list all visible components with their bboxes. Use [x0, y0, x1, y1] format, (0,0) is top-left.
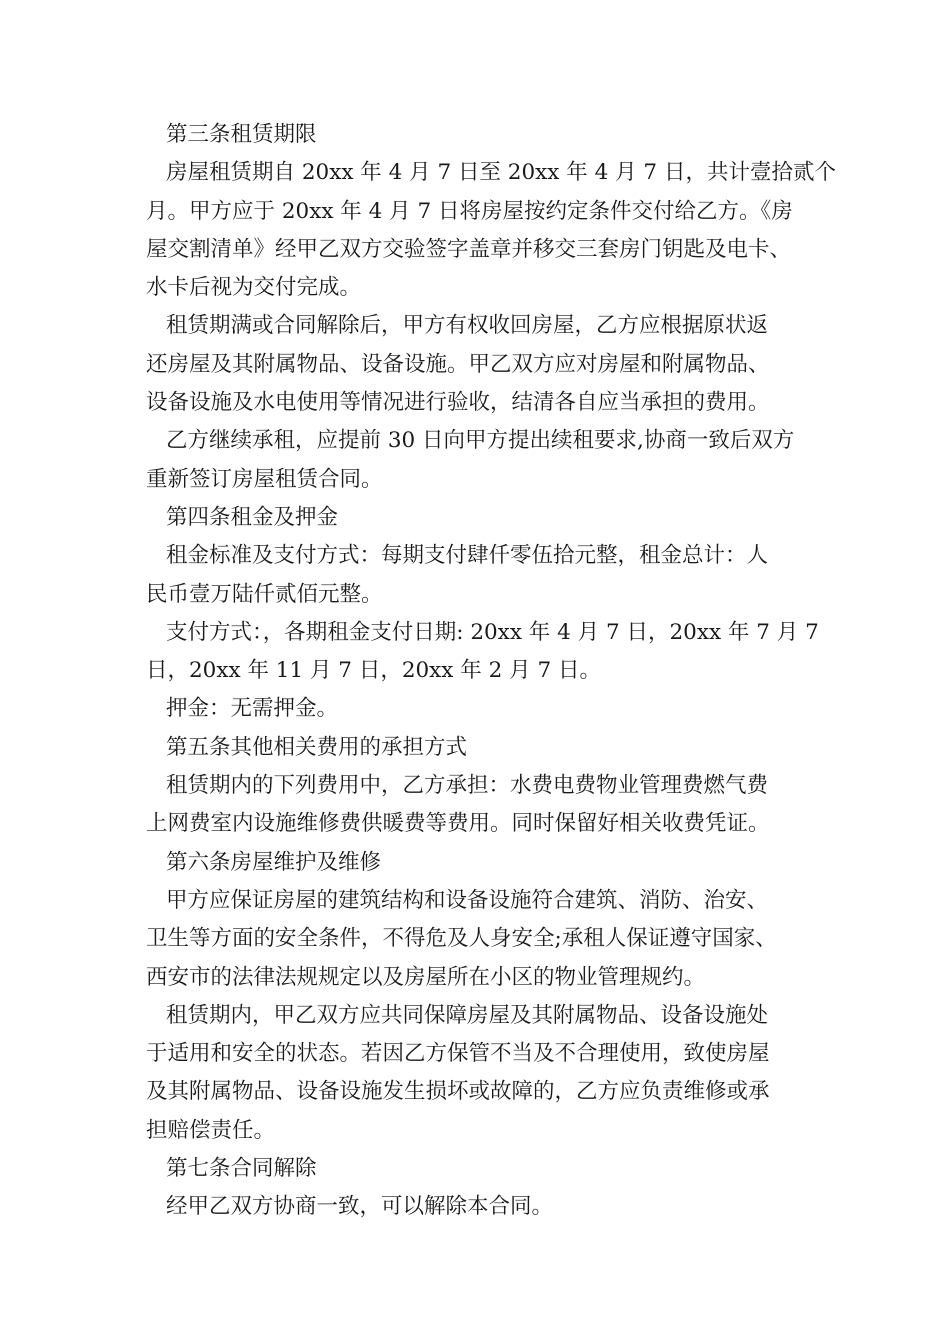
text-line: 西安市的法律法规规定以及房屋所在小区的物业管理规约。: [146, 964, 706, 990]
text-line: 设备设施及水电使用等情况进行验收，结清各自应当承担的费用。: [146, 390, 770, 416]
text-line: 民币壹万陆仟贰佰元整。: [146, 581, 383, 607]
section-heading: 第七条合同解除: [166, 1156, 317, 1182]
section-heading: 第五条其他相关费用的承担方式: [166, 734, 468, 760]
text-line: 经甲乙双方协商一致，可以解除本合同。: [166, 1194, 554, 1220]
text-line: 房屋租赁期自 20xx 年 4 月 7 日至 20xx 年 4 月 7 日，共计壹拾贰个: [166, 160, 836, 186]
text-line: 水卡后视为交付完成。: [146, 275, 362, 301]
text-line: 还房屋及其附属物品、设备设施。甲乙双方应对房屋和附属物品、: [146, 351, 770, 377]
text-line: 租金标准及支付方式：每期支付肆仟零伍拾元整，租金总计：人: [166, 543, 769, 569]
text-line: 于适用和安全的状态。若因乙方保管不当及不合理使用，致使房屋: [146, 1041, 770, 1067]
section-heading: 第六条房屋维护及维修: [166, 849, 382, 875]
text-line: 押金：无需押金。: [166, 696, 339, 722]
section-heading: 第四条租金及押金: [166, 504, 339, 530]
text-line: 甲方应保证房屋的建筑结构和设备设施符合建筑、消防、治安、: [166, 887, 769, 913]
text-line: 乙方继续承租，应提前 30 日向甲方提出续租要求,协商一致后双方: [166, 428, 795, 454]
text-line: 支付方式：，各期租金支付日期: 20xx 年 4 月 7 日，20xx 年 7 月 7: [166, 619, 819, 645]
text-line: 租赁期满或合同解除后，甲方有权收回房屋，乙方应根据原状返: [166, 313, 769, 339]
text-line: 及其附属物品、设备设施发生损坏或故障的，乙方应负责维修或承: [146, 1079, 770, 1105]
document-page: [146, 116, 836, 1227]
text-line: 租赁期内的下列费用中，乙方承担：水费电费物业管理费燃气费: [166, 773, 769, 799]
text-line: 租赁期内，甲乙双方应共同保障房屋及其附属物品、设备设施处: [166, 1002, 769, 1028]
text-line: 日，20xx 年 11 月 7 日，20xx 年 2 月 7 日。: [146, 658, 601, 684]
text-line: 卫生等方面的安全条件，不得危及人身安全;承租人保证遵守国家、: [146, 926, 777, 952]
text-line: 月。甲方应于 20xx 年 4 月 7 日将房屋按约定条件交付给乙方。《房: [146, 198, 793, 224]
section-heading: 第三条租赁期限: [166, 122, 317, 147]
text-line: 屋交割清单》经甲乙双方交验签字盖章并移交三套房门钥匙及电卡、: [146, 236, 792, 262]
text-line: 担赔偿责任。: [146, 1117, 276, 1143]
text-line: 上网费室内设施维修费供暖费等费用。同时保留好相关收费凭证。: [146, 811, 770, 837]
text-line: 重新签订房屋租赁合同。: [146, 466, 383, 492]
